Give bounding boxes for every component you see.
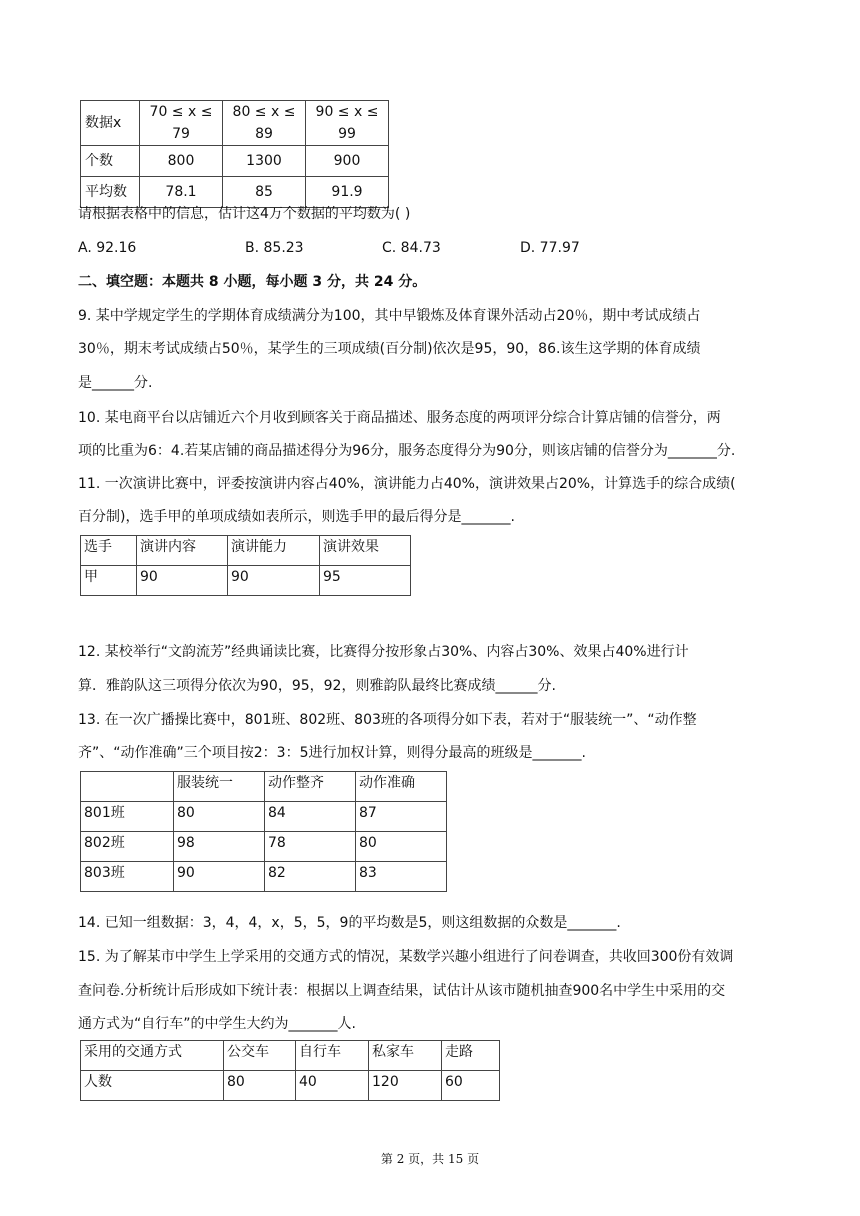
page-footer: 第 2 页，共 15 页 xyxy=(380,1152,480,1166)
table-cell: 83 xyxy=(356,862,447,892)
option-d: D. 77.97 xyxy=(520,240,580,256)
table-cell: 90 xyxy=(228,566,320,596)
table-row xyxy=(81,146,389,177)
table-cell: 95 xyxy=(320,566,411,596)
table-cell: 数据x xyxy=(81,101,140,146)
speech-score-table xyxy=(80,535,411,596)
table-cell: 1300 xyxy=(223,146,306,177)
question-12-line: 算．雅韵队这三项得分依次为90，95，92，则雅韵队最终比赛成绩______分. xyxy=(78,678,556,694)
option-c: C. 84.73 xyxy=(382,240,441,256)
table-row xyxy=(81,832,447,862)
question-9-line: 9. 某中学规定学生的学期体育成绩满分为100，其中早锻炼及体育课外活动占20％，期中考试成绩占 xyxy=(78,308,701,324)
table-cell: 80 ≤ x ≤ 89 xyxy=(223,101,306,146)
table-cell: 40 xyxy=(296,1071,369,1101)
table-cell: 选手 xyxy=(81,536,137,566)
table-cell: 80 xyxy=(224,1071,296,1101)
table-cell: 802班 xyxy=(81,832,174,862)
table-cell: 90 ≤ x ≤ 99 xyxy=(306,101,389,146)
table-cell: 公交车 xyxy=(224,1041,296,1071)
table-cell: 900 xyxy=(306,146,389,177)
table-cell: 90 xyxy=(174,862,265,892)
question-10-line: 10. 某电商平台以店铺近六个月收到顾客关于商品描述、服务态度的两项评分综合计算店铺的信誉分，两 xyxy=(78,410,721,426)
table-cell: 动作整齐 xyxy=(265,772,356,802)
question-12-line: 12. 某校举行“文韵流芳”经典诵读比赛，比赛得分按形象占30%、内容占30%、效果占40%进行计 xyxy=(78,644,689,660)
question-15-line: 通方式为“自行车”的中学生大约为_______人. xyxy=(78,1016,356,1032)
table-cell: 98 xyxy=(174,832,265,862)
option-b: B. 85.23 xyxy=(245,240,304,256)
question-8-stem: 请根据表格中的信息，估计这4万个数据的平均数为( ) xyxy=(78,206,411,222)
question-15-line: 15. 为了解某市中学生上学采用的交通方式的情况，某数学兴趣小组进行了问卷调查，共收回300份有效调 xyxy=(78,949,734,965)
table-cell: 91.9 xyxy=(306,177,389,208)
table-row xyxy=(81,772,447,802)
table-cell: 80 xyxy=(174,802,265,832)
table-cell: 800 xyxy=(140,146,223,177)
question-10-line: 项的比重为6：4.若某店铺的商品描述得分为96分，服务态度得分为90分，则该店铺的信誉分为_______分. xyxy=(78,443,736,459)
table-cell: 个数 xyxy=(81,146,140,177)
table-cell: 82 xyxy=(265,862,356,892)
question-11-line: 百分制)，选手甲的单项成绩如表所示，则选手甲的最后得分是_______. xyxy=(78,509,515,525)
table-cell: 服装统一 xyxy=(174,772,265,802)
class-score-table xyxy=(80,771,447,892)
table-cell: 采用的交通方式 xyxy=(81,1041,224,1071)
table-cell: 803班 xyxy=(81,862,174,892)
table-row xyxy=(81,862,447,892)
section-heading: 二、填空题：本题共 8 小题，每小题 3 分，共 24 分。 xyxy=(78,274,427,290)
table-cell: 甲 xyxy=(81,566,137,596)
question-13-line: 13. 在一次广播操比赛中，801班、802班、803班的各项得分如下表，若对于“服装统一”、“动作整 xyxy=(78,712,697,728)
table-row xyxy=(81,101,389,146)
table-cell: 70 ≤ x ≤ 79 xyxy=(140,101,223,146)
table-cell: 84 xyxy=(265,802,356,832)
data-range-table xyxy=(80,100,389,208)
table-cell: 演讲能力 xyxy=(228,536,320,566)
table-cell: 自行车 xyxy=(296,1041,369,1071)
table-row xyxy=(81,177,389,208)
table-cell: 80 xyxy=(356,832,447,862)
transport-table xyxy=(80,1040,500,1101)
table-cell: 走路 xyxy=(442,1041,500,1071)
table-cell: 演讲内容 xyxy=(137,536,228,566)
table-cell: 85 xyxy=(223,177,306,208)
table-cell: 120 xyxy=(369,1071,442,1101)
table-cell: 平均数 xyxy=(81,177,140,208)
table-row xyxy=(81,566,411,596)
table-row xyxy=(81,802,447,832)
table-cell: 60 xyxy=(442,1071,500,1101)
table-cell: 78.1 xyxy=(140,177,223,208)
question-15-line: 查问卷.分析统计后形成如下统计表：根据以上调查结果，试估计从该市随机抽查900名中学生中采用的交 xyxy=(78,983,726,999)
question-9-line: 30％，期末考试成绩占50％，某学生的三项成绩(百分制)依次是95，90，86.该生这学期的体育成绩 xyxy=(78,341,701,357)
question-14-line: 14. 已知一组数据：3，4，4，x，5，5，9的平均数是5，则这组数据的众数是_______. xyxy=(78,915,621,931)
table-cell: 90 xyxy=(137,566,228,596)
table-cell: 演讲效果 xyxy=(320,536,411,566)
table-cell xyxy=(81,772,174,802)
table-cell: 私家车 xyxy=(369,1041,442,1071)
option-a: A. 92.16 xyxy=(78,240,137,256)
question-9-line: 是______分. xyxy=(78,375,153,391)
question-13-line: 齐”、“动作准确”三个项目按2：3：5进行加权计算，则得分最高的班级是_______. xyxy=(78,745,586,761)
table-cell: 动作准确 xyxy=(356,772,447,802)
question-11-line: 11. 一次演讲比赛中，评委按演讲内容占40%，演讲能力占40%，演讲效果占20%，计算选手的综合成绩( xyxy=(78,476,736,492)
table-row xyxy=(81,536,411,566)
table-cell: 78 xyxy=(265,832,356,862)
table-cell: 801班 xyxy=(81,802,174,832)
table-row xyxy=(81,1041,500,1071)
table-cell: 人数 xyxy=(81,1071,224,1101)
table-row xyxy=(81,1071,500,1101)
table-cell: 87 xyxy=(356,802,447,832)
